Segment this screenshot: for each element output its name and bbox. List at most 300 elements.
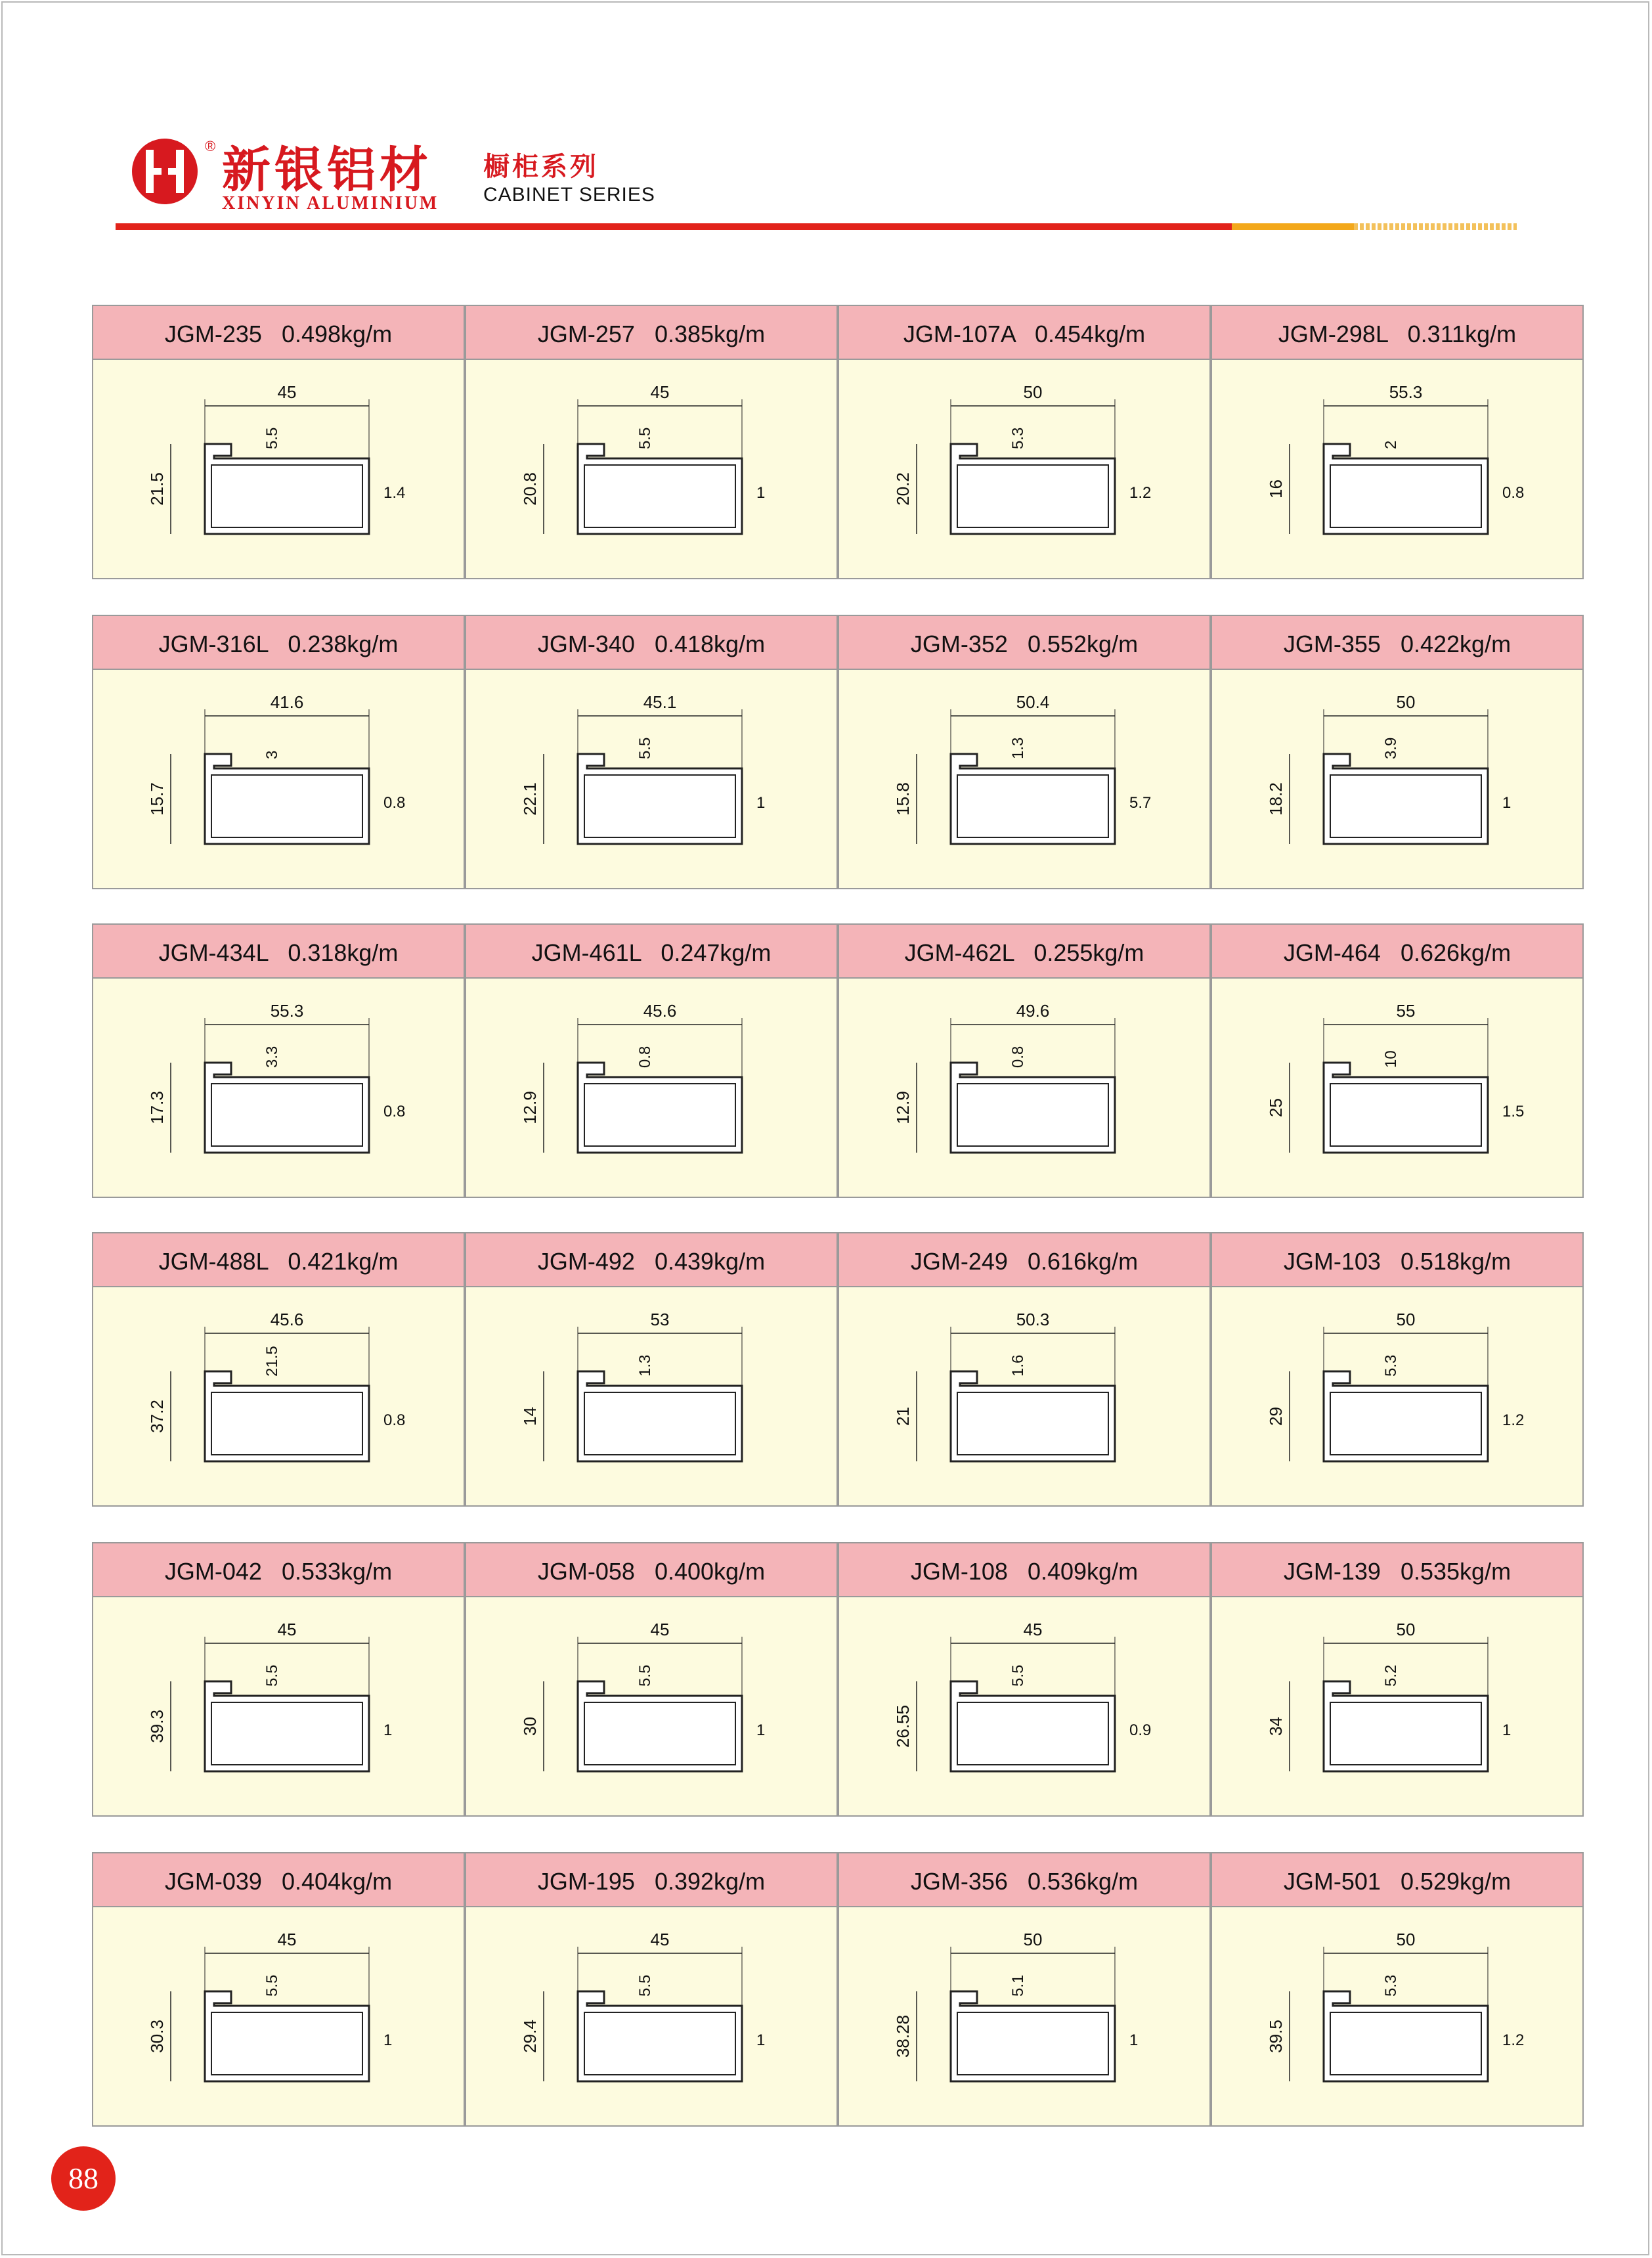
profile-section-drawing <box>466 979 837 1197</box>
profile-drawing-panel <box>466 979 837 1197</box>
profile-header <box>466 1543 837 1597</box>
profile-code: JGM-042 <box>164 1558 262 1585</box>
profile-weight: 0.552kg/m <box>1027 631 1139 657</box>
height-dimension-label: 39.3 <box>147 1710 167 1743</box>
detail-dimension-label: 5.3 <box>1382 1354 1400 1377</box>
detail-dimension-label: 1.2 <box>1502 2031 1525 2049</box>
detail-dimension-label: 1 <box>1502 794 1511 812</box>
profile-header <box>839 616 1209 670</box>
height-dimension-label: 15.7 <box>147 782 167 816</box>
profile-weight: 0.616kg/m <box>1027 1248 1139 1275</box>
profile-section-drawing <box>839 670 1209 888</box>
profile-title <box>1212 1248 1582 1275</box>
profile-title <box>1212 321 1582 348</box>
profile-header <box>466 1233 837 1287</box>
profile-code: JGM-249 <box>910 1248 1008 1275</box>
width-dimension-label: 50 <box>1023 1930 1043 1949</box>
profile-drawing-panel <box>466 1287 837 1505</box>
profile-drawing-panel <box>466 360 837 578</box>
profile-title <box>93 1248 464 1275</box>
profile-outline <box>578 444 742 534</box>
detail-dimension-label: 1 <box>756 484 766 502</box>
profile-weight: 0.311kg/m <box>1407 321 1517 347</box>
width-dimension-label: 45.6 <box>643 1001 677 1021</box>
series-title-en: CABINET SERIES <box>483 184 655 206</box>
profile-section-drawing <box>466 360 837 578</box>
profile-weight: 0.247kg/m <box>661 939 772 966</box>
profile-drawing-panel <box>93 670 464 888</box>
profile-section-drawing <box>93 1907 464 2125</box>
profile-weight: 0.498kg/m <box>281 321 393 347</box>
profile-code: JGM-039 <box>164 1868 262 1895</box>
profile-card <box>1211 923 1584 1198</box>
detail-dimension-label: 0.9 <box>1129 1721 1152 1739</box>
detail-dimension-label: 1.6 <box>1009 1354 1027 1377</box>
profile-weight: 0.529kg/m <box>1400 1868 1511 1895</box>
profile-section-drawing <box>93 1597 464 1815</box>
profile-card <box>92 305 465 579</box>
profile-card <box>465 1852 838 2127</box>
detail-dimension-label: 1 <box>756 1721 766 1739</box>
detail-dimension-label: 5.5 <box>636 1664 654 1687</box>
profile-drawing-panel <box>839 1597 1209 1815</box>
profile-drawing-panel <box>93 360 464 578</box>
profile-header <box>839 1233 1209 1287</box>
profile-drawing-panel <box>1212 979 1582 1197</box>
height-dimension-label: 14 <box>520 1407 540 1426</box>
profile-section-drawing <box>1212 1907 1582 2125</box>
height-dimension-label: 21 <box>893 1407 913 1426</box>
profile-code: JGM-107A <box>903 321 1015 347</box>
profile-title <box>466 631 837 658</box>
profile-header <box>839 1543 1209 1597</box>
profile-section-drawing <box>1212 670 1582 888</box>
detail-dimension-label: 0.8 <box>1009 1046 1027 1068</box>
profile-drawing-panel <box>839 670 1209 888</box>
profile-outline <box>1324 1991 1488 2081</box>
profile-code: JGM-108 <box>910 1558 1008 1585</box>
profile-header <box>93 1853 464 1907</box>
profile-header <box>1212 306 1582 360</box>
profile-section-drawing <box>1212 979 1582 1197</box>
profile-code: JGM-434L <box>158 939 269 966</box>
profile-card <box>838 615 1211 889</box>
profile-code: JGM-356 <box>910 1868 1008 1895</box>
profile-drawing-panel <box>1212 1287 1582 1505</box>
width-dimension-label: 55.3 <box>1389 382 1423 402</box>
height-dimension-label: 22.1 <box>520 782 540 816</box>
detail-dimension-label: 0.8 <box>383 794 406 812</box>
profile-outline <box>1324 1063 1488 1153</box>
profile-drawing-panel <box>93 1287 464 1505</box>
detail-dimension-label: 1 <box>1129 2031 1139 2049</box>
profile-header <box>466 306 837 360</box>
profile-drawing-panel <box>1212 360 1582 578</box>
detail-dimension-label: 1 <box>383 2031 393 2049</box>
profile-outline <box>1324 754 1488 844</box>
profile-row <box>92 1232 1585 1507</box>
profile-drawing-panel <box>1212 670 1582 888</box>
height-dimension-label: 20.8 <box>520 472 540 506</box>
profile-weight: 0.422kg/m <box>1400 631 1511 657</box>
profile-outline <box>578 1371 742 1461</box>
height-dimension-label: 37.2 <box>147 1400 167 1433</box>
profile-section-drawing <box>1212 360 1582 578</box>
profile-title <box>839 1558 1209 1585</box>
width-dimension-label: 55.3 <box>270 1001 304 1021</box>
height-dimension-label: 17.3 <box>147 1091 167 1124</box>
profile-title <box>466 939 837 967</box>
profile-header <box>93 925 464 979</box>
height-dimension-label: 21.5 <box>147 472 167 506</box>
profile-title <box>1212 939 1582 967</box>
profile-outline <box>205 1063 369 1153</box>
profile-weight: 0.454kg/m <box>1034 321 1146 347</box>
profile-drawing-panel <box>93 979 464 1197</box>
profile-drawing-panel <box>466 1597 837 1815</box>
profile-code: JGM-464 <box>1283 939 1381 966</box>
profile-card <box>92 615 465 889</box>
profile-code: JGM-139 <box>1283 1558 1381 1585</box>
profile-card <box>92 923 465 1198</box>
profile-section-drawing <box>466 1597 837 1815</box>
detail-dimension-label: 5.5 <box>636 1974 654 1997</box>
detail-dimension-label: 5.5 <box>263 1664 281 1687</box>
profile-title <box>93 939 464 967</box>
profile-card <box>838 1852 1211 2127</box>
profile-card <box>1211 1232 1584 1507</box>
header-rule-yellow <box>1232 223 1354 230</box>
width-dimension-label: 45 <box>650 1930 670 1949</box>
width-dimension-label: 45.1 <box>643 692 677 712</box>
height-dimension-label: 29.4 <box>520 2020 540 2053</box>
profile-card <box>465 1542 838 1817</box>
profile-row <box>92 923 1585 1198</box>
header-rule-red <box>116 223 1232 230</box>
width-dimension-label: 45 <box>277 382 297 402</box>
profile-title <box>839 1868 1209 1895</box>
profile-outline <box>205 1681 369 1771</box>
detail-dimension-label: 3.3 <box>263 1046 281 1068</box>
height-dimension-label: 18.2 <box>1266 782 1286 816</box>
detail-dimension-label: 0.8 <box>1502 484 1525 502</box>
profile-code: JGM-492 <box>537 1248 635 1275</box>
detail-dimension-label: 5.3 <box>1382 1974 1400 1997</box>
profile-card <box>92 1232 465 1507</box>
width-dimension-label: 45 <box>277 1930 297 1949</box>
profile-outline <box>205 754 369 844</box>
width-dimension-label: 41.6 <box>270 692 304 712</box>
profile-weight: 0.421kg/m <box>288 1248 399 1275</box>
detail-dimension-label: 5.5 <box>636 427 654 449</box>
profile-outline <box>951 1991 1115 2081</box>
header-rule-dashed <box>1354 223 1517 230</box>
profile-code: JGM-462L <box>904 939 1014 966</box>
detail-dimension-label: 5.1 <box>1009 1974 1027 1997</box>
profile-section-drawing <box>466 1907 837 2125</box>
width-dimension-label: 49.6 <box>1016 1001 1050 1021</box>
profile-card <box>838 1232 1211 1507</box>
width-dimension-label: 45 <box>1023 1620 1043 1639</box>
profile-weight: 0.518kg/m <box>1400 1248 1511 1275</box>
profile-weight: 0.533kg/m <box>281 1558 393 1585</box>
detail-dimension-label: 1.3 <box>636 1354 654 1377</box>
profile-outline <box>951 1063 1115 1153</box>
profile-section-drawing <box>839 1287 1209 1505</box>
profile-code: JGM-257 <box>537 321 635 347</box>
profile-header <box>1212 1233 1582 1287</box>
width-dimension-label: 50 <box>1396 1310 1416 1329</box>
profile-weight: 0.238kg/m <box>288 631 399 657</box>
profile-title <box>839 1248 1209 1275</box>
profile-header <box>466 1853 837 1907</box>
height-dimension-label: 30 <box>520 1717 540 1736</box>
profile-card <box>1211 1542 1584 1817</box>
width-dimension-label: 45 <box>650 1620 670 1639</box>
detail-dimension-label: 1 <box>383 1721 393 1739</box>
profile-card <box>465 305 838 579</box>
width-dimension-label: 45 <box>650 382 670 402</box>
profile-weight: 0.418kg/m <box>654 631 766 657</box>
profile-card <box>1211 615 1584 889</box>
profile-weight: 0.404kg/m <box>281 1868 393 1895</box>
profile-header <box>1212 616 1582 670</box>
page-number: 88 <box>51 2146 116 2211</box>
width-dimension-label: 53 <box>650 1310 670 1329</box>
detail-dimension-label: 21.5 <box>263 1346 281 1377</box>
detail-dimension-label: 1.4 <box>383 484 406 502</box>
profile-code: JGM-501 <box>1283 1868 1381 1895</box>
profile-outline <box>1324 1371 1488 1461</box>
profile-section-drawing <box>466 670 837 888</box>
profile-code: JGM-355 <box>1283 631 1381 657</box>
profile-header <box>93 1233 464 1287</box>
profile-header <box>1212 1853 1582 1907</box>
detail-dimension-label: 1.3 <box>1009 737 1027 759</box>
profile-code: JGM-195 <box>537 1868 635 1895</box>
profile-header <box>93 616 464 670</box>
profile-title <box>466 321 837 348</box>
profile-title <box>93 1868 464 1895</box>
profile-card <box>465 1232 838 1507</box>
height-dimension-label: 16 <box>1266 479 1286 498</box>
detail-dimension-label: 1 <box>1502 1721 1511 1739</box>
height-dimension-label: 34 <box>1266 1717 1286 1736</box>
profile-outline <box>578 1063 742 1153</box>
profile-header <box>839 1853 1209 1907</box>
profile-code: JGM-058 <box>537 1558 635 1585</box>
profile-section-drawing <box>839 1597 1209 1815</box>
profile-outline <box>951 1681 1115 1771</box>
detail-dimension-label: 5.3 <box>1009 427 1027 449</box>
detail-dimension-label: 1.5 <box>1502 1103 1525 1120</box>
profile-outline <box>578 1681 742 1771</box>
profile-header <box>93 306 464 360</box>
detail-dimension-label: 5.5 <box>263 427 281 449</box>
profile-code: JGM-235 <box>164 321 262 347</box>
profile-section-drawing <box>1212 1597 1582 1815</box>
profile-title <box>93 321 464 348</box>
height-dimension-label: 38.28 <box>893 2014 913 2058</box>
detail-dimension-label: 5.7 <box>1129 794 1152 812</box>
profile-title <box>93 1558 464 1585</box>
profile-section-drawing <box>839 979 1209 1197</box>
profile-outline <box>1324 444 1488 534</box>
profile-drawing-panel <box>839 979 1209 1197</box>
profile-weight: 0.439kg/m <box>654 1248 766 1275</box>
profile-outline <box>205 1371 369 1461</box>
profile-title <box>839 321 1209 348</box>
profile-outline <box>951 1371 1115 1461</box>
profile-code: JGM-103 <box>1283 1248 1381 1275</box>
profile-code: JGM-352 <box>910 631 1008 657</box>
profile-section-drawing <box>466 1287 837 1505</box>
profile-card <box>465 923 838 1198</box>
detail-dimension-label: 2 <box>1382 440 1400 449</box>
profile-card <box>465 615 838 889</box>
profile-section-drawing <box>839 1907 1209 2125</box>
brand-logo-icon <box>129 135 201 208</box>
height-dimension-label: 12.9 <box>893 1091 913 1124</box>
profile-title <box>466 1558 837 1585</box>
width-dimension-label: 50 <box>1023 382 1043 402</box>
width-dimension-label: 55 <box>1396 1001 1416 1021</box>
profile-row <box>92 305 1585 579</box>
profile-code: JGM-316L <box>158 631 269 657</box>
width-dimension-label: 45 <box>277 1620 297 1639</box>
width-dimension-label: 45.6 <box>270 1310 304 1329</box>
profile-header <box>93 1543 464 1597</box>
profile-outline <box>1324 1681 1488 1771</box>
profile-section-drawing <box>93 670 464 888</box>
profile-weight: 0.400kg/m <box>654 1558 766 1585</box>
profile-weight: 0.409kg/m <box>1027 1558 1139 1585</box>
profile-row <box>92 1852 1585 2127</box>
profile-header <box>839 925 1209 979</box>
profile-drawing-panel <box>839 360 1209 578</box>
detail-dimension-label: 0.8 <box>383 1411 406 1429</box>
profile-weight: 0.536kg/m <box>1027 1868 1139 1895</box>
profile-title <box>93 631 464 658</box>
width-dimension-label: 50.3 <box>1016 1310 1050 1329</box>
profile-outline <box>951 444 1115 534</box>
height-dimension-label: 20.2 <box>893 472 913 506</box>
profile-title <box>1212 631 1582 658</box>
detail-dimension-label: 0.8 <box>383 1103 406 1120</box>
profile-header <box>466 925 837 979</box>
profile-title <box>466 1248 837 1275</box>
profile-title <box>466 1868 837 1895</box>
profile-outline <box>578 1991 742 2081</box>
detail-dimension-label: 1.2 <box>1129 484 1152 502</box>
detail-dimension-label: 1 <box>756 794 766 812</box>
height-dimension-label: 39.5 <box>1266 2020 1286 2053</box>
registered-mark-icon: ® <box>205 138 216 154</box>
detail-dimension-label: 5.5 <box>636 737 654 759</box>
brand-name-cn: 新银铝材 <box>222 142 432 198</box>
profile-drawing-panel <box>1212 1597 1582 1815</box>
height-dimension-label: 25 <box>1266 1098 1286 1117</box>
profile-card <box>838 305 1211 579</box>
width-dimension-label: 50 <box>1396 1620 1416 1639</box>
profile-weight: 0.535kg/m <box>1400 1558 1511 1585</box>
profile-row <box>92 615 1585 889</box>
detail-dimension-label: 0.8 <box>636 1046 654 1068</box>
detail-dimension-label: 3.9 <box>1382 737 1400 759</box>
width-dimension-label: 50 <box>1396 1930 1416 1949</box>
profile-drawing-panel <box>93 1907 464 2125</box>
height-dimension-label: 12.9 <box>520 1091 540 1124</box>
profile-header <box>839 306 1209 360</box>
height-dimension-label: 26.55 <box>893 1704 913 1748</box>
profile-code: JGM-340 <box>537 631 635 657</box>
profile-weight: 0.318kg/m <box>288 939 399 966</box>
profile-weight: 0.385kg/m <box>654 321 766 347</box>
profile-drawing-panel <box>839 1287 1209 1505</box>
brand-name-en: XINYIN ALUMINIUM <box>222 193 439 213</box>
profile-title <box>1212 1868 1582 1895</box>
profile-code: JGM-298L <box>1278 321 1388 347</box>
profile-section-drawing <box>93 979 464 1197</box>
detail-dimension-label: 1 <box>756 2031 766 2049</box>
profile-title <box>1212 1558 1582 1585</box>
profile-code: JGM-461L <box>531 939 641 966</box>
profile-outline <box>951 754 1115 844</box>
height-dimension-label: 15.8 <box>893 782 913 816</box>
profile-drawing-panel <box>466 1907 837 2125</box>
profile-header <box>1212 925 1582 979</box>
profile-outline <box>205 444 369 534</box>
profile-code: JGM-488L <box>158 1248 269 1275</box>
profile-drawing-panel <box>1212 1907 1582 2125</box>
profile-header <box>1212 1543 1582 1597</box>
detail-dimension-label: 3 <box>263 750 281 759</box>
profile-weight: 0.255kg/m <box>1033 939 1144 966</box>
profile-row <box>92 1542 1585 1817</box>
profile-outline <box>205 1991 369 2081</box>
profile-card <box>838 1542 1211 1817</box>
profile-section-drawing <box>839 360 1209 578</box>
profile-drawing-panel <box>466 670 837 888</box>
detail-dimension-label: 5.2 <box>1382 1664 1400 1687</box>
profile-card <box>92 1542 465 1817</box>
profile-outline <box>578 754 742 844</box>
profile-card <box>1211 1852 1584 2127</box>
series-title-cn: 橱柜系列 <box>483 152 599 182</box>
profile-section-drawing <box>93 360 464 578</box>
profile-drawing-panel <box>839 1907 1209 2125</box>
profile-section-drawing <box>1212 1287 1582 1505</box>
height-dimension-label: 29 <box>1266 1407 1286 1426</box>
profile-weight: 0.392kg/m <box>654 1868 766 1895</box>
profile-card <box>92 1852 465 2127</box>
detail-dimension-label: 5.5 <box>1009 1664 1027 1687</box>
profile-card <box>1211 305 1584 579</box>
width-dimension-label: 50 <box>1396 692 1416 712</box>
height-dimension-label: 30.3 <box>147 2020 167 2053</box>
profile-title <box>839 631 1209 658</box>
profile-card <box>838 923 1211 1198</box>
profile-weight: 0.626kg/m <box>1400 939 1511 966</box>
detail-dimension-label: 1.2 <box>1502 1411 1525 1429</box>
profile-section-drawing <box>93 1287 464 1505</box>
detail-dimension-label: 5.5 <box>263 1974 281 1997</box>
profile-header <box>466 616 837 670</box>
profile-title <box>839 939 1209 967</box>
width-dimension-label: 50.4 <box>1016 692 1050 712</box>
detail-dimension-label: 10 <box>1382 1050 1400 1068</box>
profile-drawing-panel <box>93 1597 464 1815</box>
